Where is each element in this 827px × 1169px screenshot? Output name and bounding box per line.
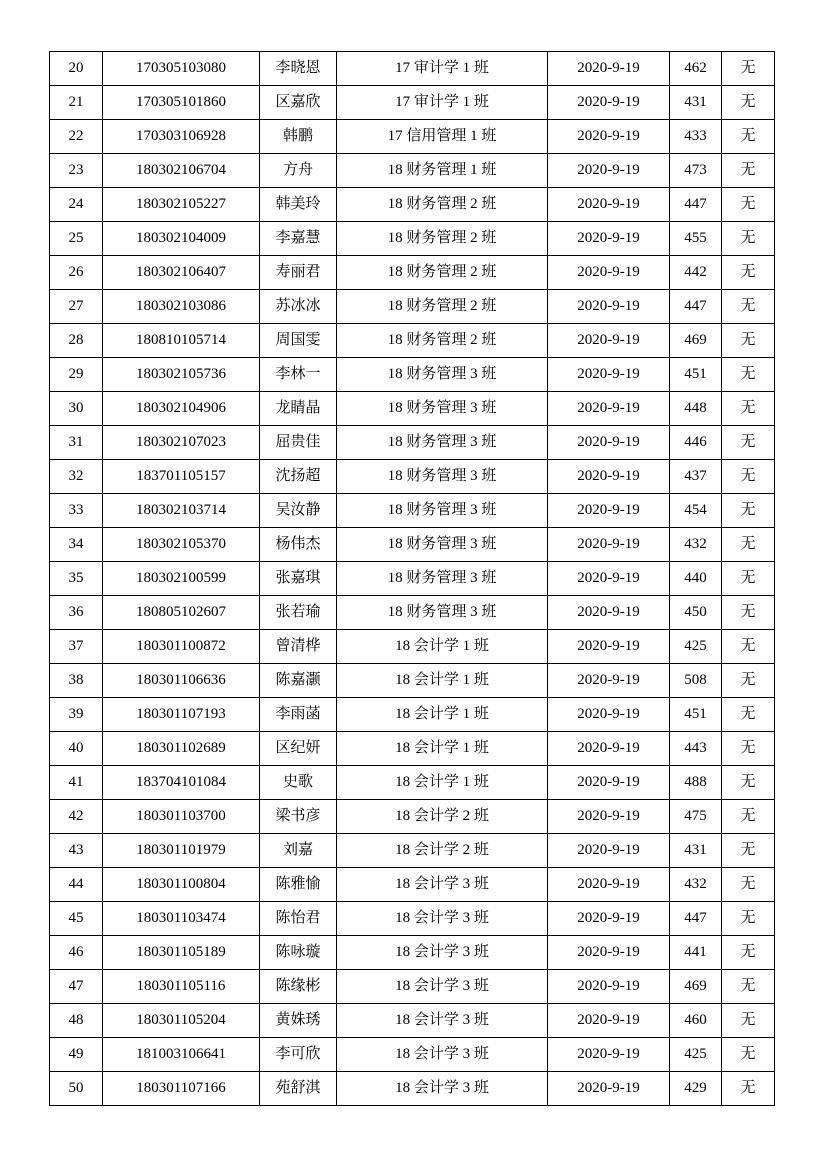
table-row [50, 1072, 775, 1106]
cell-name: 吴汝静 [260, 494, 337, 528]
cell-class-name: 17 审计学 1 班 [337, 86, 548, 120]
cell-student-id: 180301107193 [103, 698, 260, 732]
cell-student-id: 180301105189 [103, 936, 260, 970]
cell-row-number: 32 [50, 460, 103, 494]
cell-score: 447 [670, 902, 722, 936]
cell-score: 433 [670, 120, 722, 154]
cell-row-number: 34 [50, 528, 103, 562]
cell-row-number: 50 [50, 1072, 103, 1106]
cell-score: 440 [670, 562, 722, 596]
cell-row-number: 46 [50, 936, 103, 970]
cell-student-id: 180302106704 [103, 154, 260, 188]
cell-class-name: 18 财务管理 3 班 [337, 562, 548, 596]
cell-student-id: 181003106641 [103, 1038, 260, 1072]
cell-student-id: 180301103700 [103, 800, 260, 834]
table-row [50, 188, 775, 222]
cell-row-number: 41 [50, 766, 103, 800]
cell-score: 431 [670, 834, 722, 868]
table-row [50, 1004, 775, 1038]
cell-class-name: 18 财务管理 3 班 [337, 460, 548, 494]
cell-remark: 无 [722, 154, 775, 188]
cell-remark: 无 [722, 222, 775, 256]
cell-row-number: 26 [50, 256, 103, 290]
cell-name: 张嘉琪 [260, 562, 337, 596]
cell-class-name: 18 会计学 3 班 [337, 1004, 548, 1038]
cell-class-name: 18 会计学 3 班 [337, 936, 548, 970]
cell-row-number: 27 [50, 290, 103, 324]
cell-date: 2020-9-19 [548, 222, 670, 256]
table-row [50, 494, 775, 528]
cell-date: 2020-9-19 [548, 358, 670, 392]
table-row [50, 460, 775, 494]
cell-date: 2020-9-19 [548, 324, 670, 358]
cell-remark: 无 [722, 1004, 775, 1038]
table-row [50, 970, 775, 1004]
table-row [50, 766, 775, 800]
cell-student-id: 180302105736 [103, 358, 260, 392]
cell-class-name: 18 财务管理 3 班 [337, 358, 548, 392]
table-row [50, 426, 775, 460]
cell-class-name: 18 会计学 1 班 [337, 732, 548, 766]
cell-class-name: 18 财务管理 2 班 [337, 290, 548, 324]
cell-score: 448 [670, 392, 722, 426]
cell-student-id: 180302107023 [103, 426, 260, 460]
cell-remark: 无 [722, 970, 775, 1004]
cell-date: 2020-9-19 [548, 732, 670, 766]
cell-name: 苑舒淇 [260, 1072, 337, 1106]
cell-class-name: 18 会计学 3 班 [337, 970, 548, 1004]
cell-name: 周国雯 [260, 324, 337, 358]
cell-row-number: 40 [50, 732, 103, 766]
cell-student-id: 183701105157 [103, 460, 260, 494]
table-row [50, 800, 775, 834]
cell-row-number: 21 [50, 86, 103, 120]
cell-row-number: 22 [50, 120, 103, 154]
cell-name: 区纪妍 [260, 732, 337, 766]
table-row [50, 868, 775, 902]
cell-score: 455 [670, 222, 722, 256]
cell-name: 陈怡君 [260, 902, 337, 936]
cell-student-id: 180301100804 [103, 868, 260, 902]
table-row [50, 902, 775, 936]
cell-score: 469 [670, 970, 722, 1004]
cell-class-name: 17 审计学 1 班 [337, 52, 548, 86]
cell-name: 史歌 [260, 766, 337, 800]
cell-class-name: 18 会计学 1 班 [337, 630, 548, 664]
cell-row-number: 35 [50, 562, 103, 596]
cell-date: 2020-9-19 [548, 562, 670, 596]
roster-table-body [50, 52, 775, 1106]
table-row [50, 698, 775, 732]
cell-row-number: 29 [50, 358, 103, 392]
cell-date: 2020-9-19 [548, 256, 670, 290]
cell-score: 442 [670, 256, 722, 290]
cell-student-id: 180302104009 [103, 222, 260, 256]
cell-student-id: 180302104906 [103, 392, 260, 426]
cell-date: 2020-9-19 [548, 86, 670, 120]
cell-name: 陈雅愉 [260, 868, 337, 902]
cell-name: 李晓恩 [260, 52, 337, 86]
cell-class-name: 18 会计学 1 班 [337, 766, 548, 800]
cell-name: 黄姝琇 [260, 1004, 337, 1038]
cell-name: 李可欣 [260, 1038, 337, 1072]
cell-name: 李嘉慧 [260, 222, 337, 256]
cell-name: 梁书彦 [260, 800, 337, 834]
cell-class-name: 18 会计学 1 班 [337, 664, 548, 698]
table-row [50, 528, 775, 562]
cell-name: 苏冰冰 [260, 290, 337, 324]
cell-remark: 无 [722, 120, 775, 154]
cell-row-number: 39 [50, 698, 103, 732]
table-row [50, 154, 775, 188]
table-row [50, 834, 775, 868]
cell-student-id: 180302106407 [103, 256, 260, 290]
cell-class-name: 18 财务管理 1 班 [337, 154, 548, 188]
cell-class-name: 18 会计学 2 班 [337, 800, 548, 834]
table-row [50, 562, 775, 596]
cell-class-name: 18 财务管理 3 班 [337, 426, 548, 460]
cell-name: 韩鹏 [260, 120, 337, 154]
cell-date: 2020-9-19 [548, 698, 670, 732]
cell-date: 2020-9-19 [548, 1004, 670, 1038]
cell-score: 446 [670, 426, 722, 460]
cell-remark: 无 [722, 528, 775, 562]
cell-student-id: 170303106928 [103, 120, 260, 154]
cell-date: 2020-9-19 [548, 120, 670, 154]
cell-student-id: 180302100599 [103, 562, 260, 596]
cell-remark: 无 [722, 52, 775, 86]
cell-row-number: 44 [50, 868, 103, 902]
student-roster-table [49, 51, 775, 1106]
cell-class-name: 18 财务管理 3 班 [337, 528, 548, 562]
cell-date: 2020-9-19 [548, 800, 670, 834]
cell-date: 2020-9-19 [548, 766, 670, 800]
cell-name: 陈嘉灏 [260, 664, 337, 698]
table-row [50, 52, 775, 86]
table-row [50, 936, 775, 970]
cell-class-name: 18 财务管理 2 班 [337, 256, 548, 290]
cell-class-name: 18 会计学 3 班 [337, 902, 548, 936]
cell-row-number: 43 [50, 834, 103, 868]
cell-student-id: 180301106636 [103, 664, 260, 698]
cell-remark: 无 [722, 562, 775, 596]
cell-row-number: 30 [50, 392, 103, 426]
cell-class-name: 18 会计学 2 班 [337, 834, 548, 868]
cell-date: 2020-9-19 [548, 902, 670, 936]
cell-date: 2020-9-19 [548, 834, 670, 868]
cell-student-id: 180805102607 [103, 596, 260, 630]
cell-score: 447 [670, 290, 722, 324]
cell-score: 432 [670, 528, 722, 562]
cell-remark: 无 [722, 902, 775, 936]
cell-student-id: 170305103080 [103, 52, 260, 86]
cell-remark: 无 [722, 86, 775, 120]
cell-remark: 无 [722, 1072, 775, 1106]
cell-row-number: 33 [50, 494, 103, 528]
table-row [50, 358, 775, 392]
cell-remark: 无 [722, 188, 775, 222]
cell-student-id: 180301102689 [103, 732, 260, 766]
cell-score: 425 [670, 630, 722, 664]
cell-remark: 无 [722, 698, 775, 732]
cell-date: 2020-9-19 [548, 392, 670, 426]
cell-score: 451 [670, 698, 722, 732]
cell-row-number: 31 [50, 426, 103, 460]
table-row [50, 664, 775, 698]
cell-date: 2020-9-19 [548, 1038, 670, 1072]
cell-remark: 无 [722, 324, 775, 358]
cell-remark: 无 [722, 290, 775, 324]
cell-student-id: 180301105116 [103, 970, 260, 1004]
cell-name: 张若瑜 [260, 596, 337, 630]
cell-remark: 无 [722, 732, 775, 766]
cell-student-id: 180302103714 [103, 494, 260, 528]
cell-score: 451 [670, 358, 722, 392]
cell-class-name: 18 财务管理 2 班 [337, 324, 548, 358]
cell-class-name: 18 财务管理 3 班 [337, 596, 548, 630]
cell-class-name: 18 财务管理 3 班 [337, 392, 548, 426]
cell-row-number: 48 [50, 1004, 103, 1038]
cell-class-name: 18 财务管理 2 班 [337, 222, 548, 256]
cell-row-number: 42 [50, 800, 103, 834]
cell-score: 460 [670, 1004, 722, 1038]
table-row [50, 256, 775, 290]
cell-score: 454 [670, 494, 722, 528]
cell-row-number: 28 [50, 324, 103, 358]
cell-date: 2020-9-19 [548, 596, 670, 630]
cell-score: 469 [670, 324, 722, 358]
cell-row-number: 45 [50, 902, 103, 936]
cell-row-number: 38 [50, 664, 103, 698]
cell-name: 李雨菡 [260, 698, 337, 732]
cell-student-id: 180302105370 [103, 528, 260, 562]
table-row [50, 1038, 775, 1072]
cell-date: 2020-9-19 [548, 528, 670, 562]
cell-name: 陈咏璇 [260, 936, 337, 970]
cell-student-id: 180301105204 [103, 1004, 260, 1038]
cell-remark: 无 [722, 834, 775, 868]
cell-date: 2020-9-19 [548, 188, 670, 222]
cell-remark: 无 [722, 392, 775, 426]
cell-row-number: 24 [50, 188, 103, 222]
cell-date: 2020-9-19 [548, 970, 670, 1004]
cell-class-name: 17 信用管理 1 班 [337, 120, 548, 154]
table-row [50, 290, 775, 324]
cell-name: 李林一 [260, 358, 337, 392]
cell-date: 2020-9-19 [548, 52, 670, 86]
cell-score: 425 [670, 1038, 722, 1072]
cell-student-id: 180301100872 [103, 630, 260, 664]
table-row [50, 222, 775, 256]
cell-name: 沈扬超 [260, 460, 337, 494]
cell-class-name: 18 会计学 3 班 [337, 1038, 548, 1072]
cell-remark: 无 [722, 358, 775, 392]
cell-class-name: 18 会计学 3 班 [337, 868, 548, 902]
cell-date: 2020-9-19 [548, 664, 670, 698]
cell-name: 陈缘彬 [260, 970, 337, 1004]
cell-score: 437 [670, 460, 722, 494]
cell-name: 方舟 [260, 154, 337, 188]
cell-name: 区嘉欣 [260, 86, 337, 120]
cell-date: 2020-9-19 [548, 154, 670, 188]
cell-remark: 无 [722, 868, 775, 902]
table-row [50, 630, 775, 664]
cell-score: 508 [670, 664, 722, 698]
cell-date: 2020-9-19 [548, 630, 670, 664]
cell-score: 488 [670, 766, 722, 800]
cell-student-id: 183704101084 [103, 766, 260, 800]
cell-remark: 无 [722, 630, 775, 664]
cell-remark: 无 [722, 426, 775, 460]
cell-class-name: 18 会计学 1 班 [337, 698, 548, 732]
cell-name: 龙睛晶 [260, 392, 337, 426]
cell-date: 2020-9-19 [548, 460, 670, 494]
cell-remark: 无 [722, 460, 775, 494]
cell-class-name: 18 财务管理 2 班 [337, 188, 548, 222]
cell-score: 450 [670, 596, 722, 630]
cell-name: 韩美玲 [260, 188, 337, 222]
cell-row-number: 47 [50, 970, 103, 1004]
cell-date: 2020-9-19 [548, 868, 670, 902]
cell-student-id: 180810105714 [103, 324, 260, 358]
cell-date: 2020-9-19 [548, 494, 670, 528]
table-row [50, 86, 775, 120]
cell-score: 432 [670, 868, 722, 902]
cell-score: 447 [670, 188, 722, 222]
cell-score: 429 [670, 1072, 722, 1106]
cell-row-number: 25 [50, 222, 103, 256]
cell-row-number: 36 [50, 596, 103, 630]
cell-name: 杨伟杰 [260, 528, 337, 562]
table-row [50, 392, 775, 426]
table-row [50, 120, 775, 154]
cell-name: 寿丽君 [260, 256, 337, 290]
cell-row-number: 37 [50, 630, 103, 664]
cell-remark: 无 [722, 936, 775, 970]
cell-name: 屈贵佳 [260, 426, 337, 460]
cell-score: 431 [670, 86, 722, 120]
cell-score: 473 [670, 154, 722, 188]
table-row [50, 732, 775, 766]
cell-class-name: 18 会计学 3 班 [337, 1072, 548, 1106]
cell-date: 2020-9-19 [548, 936, 670, 970]
cell-remark: 无 [722, 664, 775, 698]
cell-date: 2020-9-19 [548, 1072, 670, 1106]
cell-student-id: 180301107166 [103, 1072, 260, 1106]
cell-name: 刘嘉 [260, 834, 337, 868]
cell-remark: 无 [722, 766, 775, 800]
cell-score: 462 [670, 52, 722, 86]
cell-remark: 无 [722, 256, 775, 290]
cell-remark: 无 [722, 596, 775, 630]
cell-class-name: 18 财务管理 3 班 [337, 494, 548, 528]
cell-name: 曾清桦 [260, 630, 337, 664]
cell-date: 2020-9-19 [548, 290, 670, 324]
table-row [50, 324, 775, 358]
cell-student-id: 180301103474 [103, 902, 260, 936]
cell-student-id: 180301101979 [103, 834, 260, 868]
cell-row-number: 49 [50, 1038, 103, 1072]
cell-row-number: 20 [50, 52, 103, 86]
cell-date: 2020-9-19 [548, 426, 670, 460]
cell-score: 441 [670, 936, 722, 970]
cell-row-number: 23 [50, 154, 103, 188]
cell-remark: 无 [722, 800, 775, 834]
cell-remark: 无 [722, 1038, 775, 1072]
cell-student-id: 180302105227 [103, 188, 260, 222]
cell-student-id: 180302103086 [103, 290, 260, 324]
cell-score: 443 [670, 732, 722, 766]
table-row [50, 596, 775, 630]
cell-remark: 无 [722, 494, 775, 528]
cell-student-id: 170305101860 [103, 86, 260, 120]
cell-score: 475 [670, 800, 722, 834]
